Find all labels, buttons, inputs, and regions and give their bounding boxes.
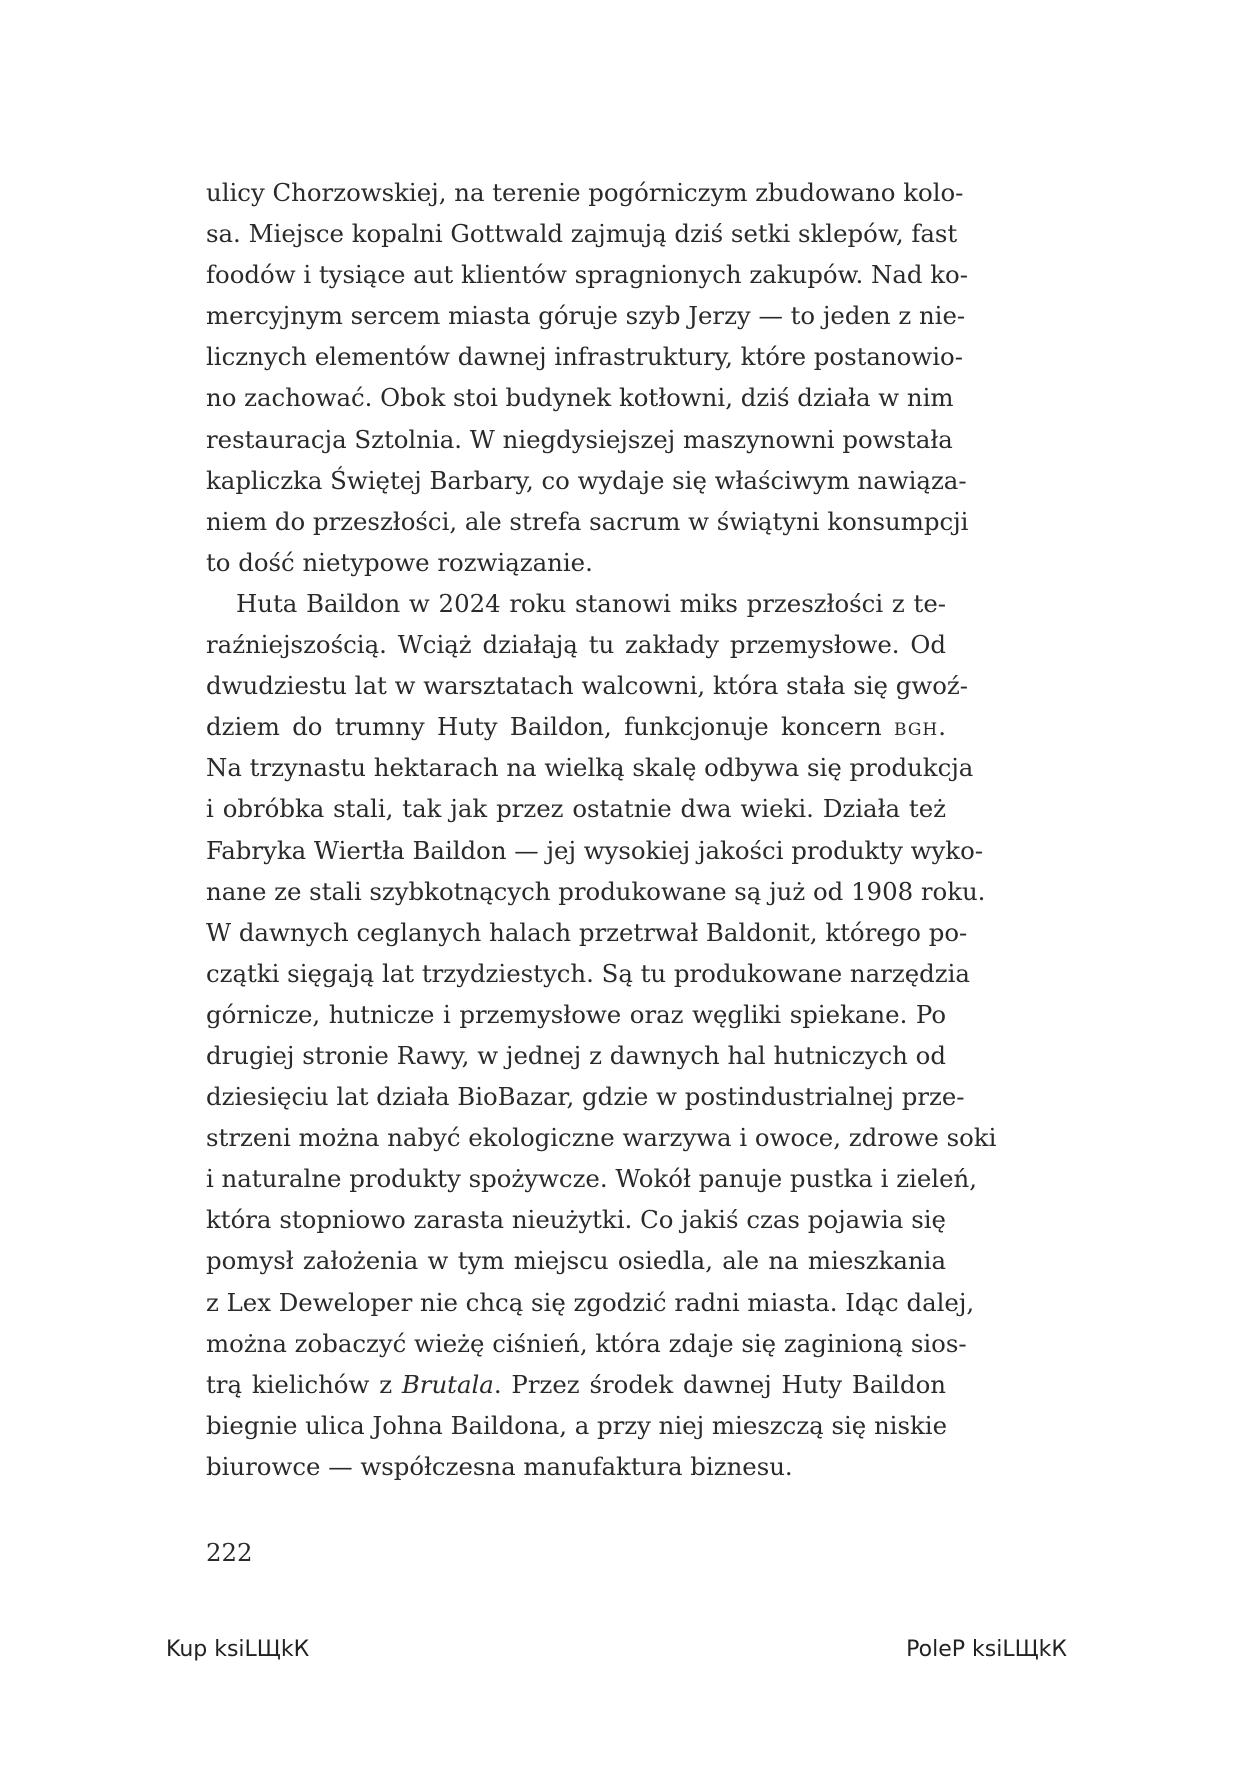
text-segment: dziem do trumny Huty Baildon, funkcjonuje koncern xyxy=(206,712,895,742)
buy-book-link[interactable]: Kup ksiLЩkК xyxy=(166,1637,310,1662)
text-line: dziesięciu lat działa BioBazar, gdzie w postindustrialnej prze- xyxy=(206,1082,965,1112)
text-line: kapliczka Świętej Barbary, co wydaje się właściwym nawiąza- xyxy=(206,465,967,495)
text-line xyxy=(206,706,946,747)
text-line: nane ze stali szybkotnących produkowane są już od 1908 roku. xyxy=(206,876,986,906)
text-segment: . Przez środek dawnej Huty Baildon xyxy=(493,1369,946,1399)
text-segment: trą kielichów z xyxy=(206,1369,402,1399)
text-line: z Lex Deweloper nie chcą się zgodzić radni miasta. Idąc dalej, xyxy=(206,1287,975,1317)
text-line: drugiej stronie Rawy, w jednej z dawnych hal hutniczych od xyxy=(206,1040,946,1070)
text-line: czątki sięgają lat trzydziestych. Są tu produkowane narzędzia xyxy=(206,958,970,988)
text-line: Huta Baildon w 2024 roku stanowi miks przeszłości z te- xyxy=(236,588,946,618)
text-line: i naturalne produkty spożywcze. Wokół panuje pustka i zieleń, xyxy=(206,1164,977,1194)
text-line: sa. Miejsce kopalni Gottwald zajmują dziś setki sklepów, fast xyxy=(206,219,958,249)
text-line: dwudziestu lat w warsztatach walcowni, która stała się gwoź- xyxy=(206,671,968,701)
text-segment: . xyxy=(938,712,946,742)
text-line: raźniejszością. Wciąż działają tu zakłady przemysłowe. Od xyxy=(206,630,946,660)
text-line: restauracja Sztolnia. W niegdysiejszej maszynowni powstała xyxy=(206,424,953,454)
text-line: można zobaczyć wieżę ciśnień, która zdaje się zaginioną sios- xyxy=(206,1328,967,1358)
acronym-bgh: bgh xyxy=(894,712,939,742)
text-line: pomysł założenia w tym miejscu osiedla, ale na mieszkania xyxy=(206,1246,946,1276)
text-line: strzeni można nabyć ekologiczne warzywa i owoce, zdrowe soki xyxy=(206,1123,997,1153)
text-line: i obróbka stali, tak jak przez ostatnie dwa wieki. Działa też xyxy=(206,794,946,824)
text-line: to dość nietypowe rozwiązanie. xyxy=(206,547,593,577)
title-brutal: Brutala xyxy=(401,1369,494,1399)
recommend-book-link[interactable]: PoleР ksiLЩkК xyxy=(906,1637,1067,1662)
text-line: Na trzynastu hektarach na wielką skalę odbywa się produkcja xyxy=(206,753,974,783)
page-number: 222 xyxy=(206,1538,253,1567)
text-line: biurowce — współczesna manufaktura biznesu. xyxy=(206,1451,793,1481)
text-line: mercyjnym sercem miasta góruje szyb Jerzy — to jeden z nie- xyxy=(206,301,966,331)
text-line xyxy=(206,1364,946,1405)
text-line: Fabryka Wiertła Baildon — jej wysokiej jakości produkty wyko- xyxy=(206,835,983,865)
text-line: ulicy Chorzowskiej, na terenie pogórniczym zbudowano kolo- xyxy=(206,178,964,207)
text-line: niem do przeszłości, ale strefa sacrum w świątyni konsumpcji xyxy=(206,506,969,536)
text-line: biegnie ulica Johna Baildona, a przy niej mieszczą się niskie xyxy=(206,1410,948,1440)
text-line: foodów i tysiące aut klientów spragnionych zakupów. Nad ko- xyxy=(206,260,968,290)
body-text xyxy=(206,172,997,1487)
text-line: no zachować. Obok stoi budynek kotłowni, dziś działa w nim xyxy=(206,383,954,413)
text-line: licznych elementów dawnej infrastruktury, które postanowio- xyxy=(206,342,963,372)
text-line: W dawnych ceglanych halach przetrwał Baldonit, którego po- xyxy=(206,917,968,947)
text-line: górnicze, hutnicze i przemysłowe oraz węgliki spiekane. Po xyxy=(206,999,946,1029)
text-line: która stopniowo zarasta nieużytki. Co jakiś czas pojawia się xyxy=(206,1205,946,1235)
